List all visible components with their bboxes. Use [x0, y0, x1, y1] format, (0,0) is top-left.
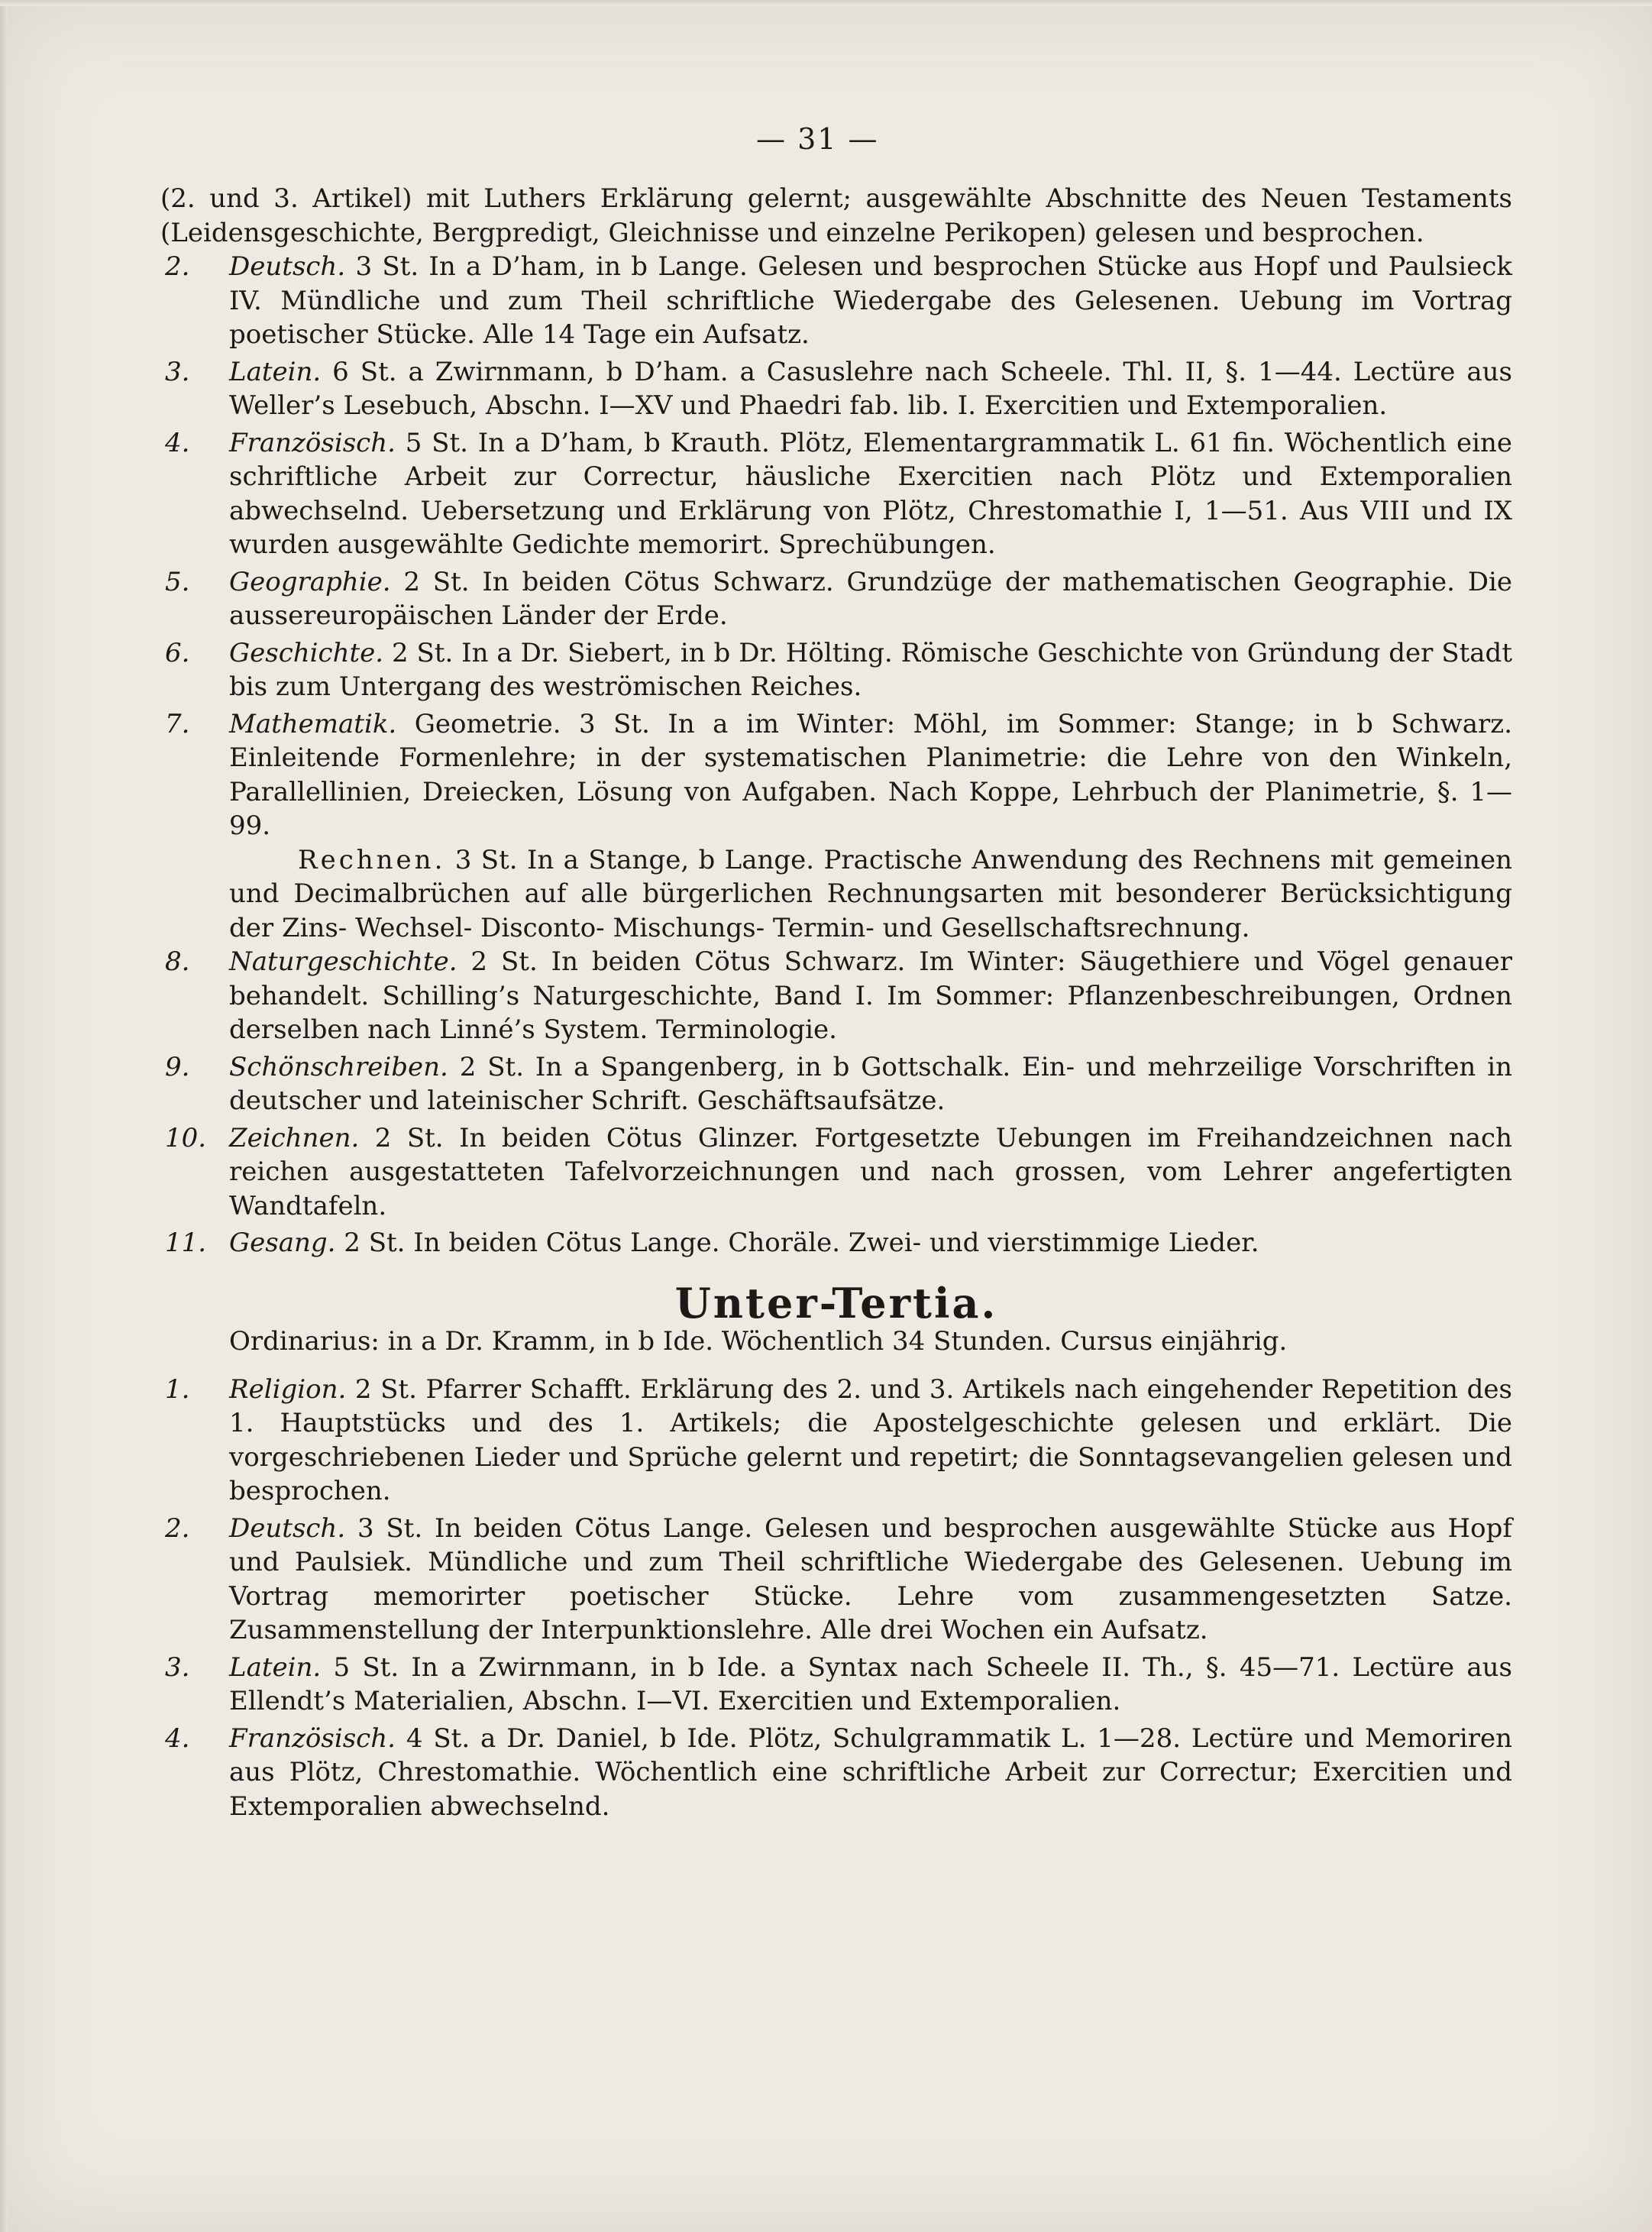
subject-entry-gesang: [160, 1226, 1512, 1260]
entry-number: 11.: [165, 1228, 207, 1258]
entry-subject: Französisch.: [229, 427, 396, 458]
subject-entry-religion: [160, 1373, 1512, 1509]
subject-entry-deutsch: [160, 250, 1512, 352]
section-heading-unter-tertia: Unter-Tertia.: [674, 1278, 998, 1328]
entry-text: 2 St. In beiden Cötus Schwarz. Grundzüge der mathematischen Geographie. Die aussereuropäischen Länder der Erde.: [229, 566, 1512, 631]
entry-text: 5 St. In a Zwirnmann, in b Ide. a Syntax nach Scheele II. Th., §. 45—71. Lectüre aus Ellendt’s Materialien, Abschn. I—VI. Exercitien und Extemporalien.: [229, 1651, 1512, 1716]
entry-number: 3.: [165, 1651, 190, 1683]
section-unter-tertia-list: [160, 1373, 1512, 1824]
subject-entry-deutsch: [160, 1512, 1512, 1648]
entry-text: 2 St. In beiden Cötus Glinzer. Fortgesetzte Uebungen im Freihandzeichnen nach reichen ausgestatteten Tafelvorzeichnungen und nach grossen, vom Lehrer angefertigten Wandtafeln.: [229, 1122, 1512, 1221]
page-number: — 31 —: [756, 122, 879, 156]
section-ober-tertia-list: [160, 250, 1512, 1260]
subject-entry-schoenschreiben: [160, 1050, 1512, 1118]
entry-text: 3 St. In beiden Cötus Lange. Gelesen und besprochen ausgewählte Stücke aus Hopf und Paulsiek. Mündliche und zum Theil schriftliche Wiedergabe des Gelesenen. Uebung im Vortrag memorirter poetischer Stücke. Lehre vom zusammengesetzten Satze. Zusammenstellung der Interpunktionslehre. Alle drei Wochen ein Aufsatz.: [229, 1512, 1512, 1645]
subject-entry-zeichnen: [160, 1121, 1512, 1224]
ordinarius-line: Ordinarius: in a Dr. Kramm, in b Ide. Wöchentlich 34 Stunden. Cursus einjährig.: [229, 1326, 1288, 1357]
entry-text: 3 St. In a D’ham, in b Lange. Gelesen und besprochen Stücke aus Hopf und Paulsieck IV. Mündliche und zum Theil schriftliche Wiedergabe des Gelesenen. Uebung im Vortrag poetischer Stücke. Alle 14 Tage ein Aufsatz.: [229, 251, 1512, 350]
entry-text: 5 St. In a D’ham, b Krauth. Plötz, Elementargrammatik L. 61 fin. Wöchentlich eine schriftliche Arbeit zur Correctur, häusliche Exercitien nach Plötz und Extemporalien abwechselnd. Uebersetzung und Erklärung von Plötz, Chrestomathie I, 1—51. Aus VIII und IX wurden ausgewählte Gedichte memorirt. Sprechübungen.: [229, 427, 1512, 560]
entry-number: 6.: [165, 637, 190, 668]
entry-number: 4.: [165, 427, 190, 458]
entry-subject: Geschichte.: [229, 637, 384, 668]
entry-subject: Naturgeschichte.: [229, 946, 457, 977]
entry-subject: Französisch.: [229, 1723, 396, 1754]
subject-entry-franzoesisch: [160, 1722, 1512, 1824]
entry-number: 8.: [165, 946, 190, 977]
subject-entry-naturgeschichte: [160, 945, 1512, 1047]
entry-subject: Deutsch.: [229, 251, 346, 282]
entry-number: 1.: [165, 1373, 190, 1405]
entry-number: 2.: [165, 251, 190, 282]
entry-text: 4 St. a Dr. Daniel, b Ide. Plötz, Schulgrammatik L. 1—28. Lectüre und Memoriren aus Plötz, Chrestomathie. Wöchentlich eine schriftliche Arbeit zur Correctur; Exercitien und Extemporalien abwechselnd.: [229, 1723, 1512, 1822]
entry-subject: Schönschreiben.: [229, 1051, 448, 1082]
page-edge-shadow-left: [0, 0, 8, 2232]
page-edge-shadow-top: [0, 0, 1652, 6]
entry-number: 7.: [165, 708, 190, 739]
entry-subject: Religion.: [229, 1373, 347, 1405]
entry-text: 3 St. In a Stange, b Lange. Practische Anwendung des Rechnens mit gemeinen und Decimalbrüchen auf alle bürgerlichen Rechnungsarten mit besonderer Berücksichtigung der Zins- Wechsel- Disconto- Mischungs- Termin- und Gesellschaftsrechnung.: [229, 844, 1512, 943]
subject-entry-mathematik: [160, 707, 1512, 843]
entry-number: 3.: [165, 356, 190, 387]
entry-number: 10.: [165, 1122, 207, 1153]
subject-entry-rechnen: [160, 843, 1512, 946]
entry-text: 2 St. In beiden Cötus Schwarz. Im Winter: Säugethiere und Vögel genauer behandelt. Schilling’s Naturgeschichte, Band I. Im Sommer: Pflanzenbeschreibungen, Ordnen derselben nach Linné’s System. Terminologie.: [229, 946, 1512, 1045]
subject-entry-geographie: [160, 565, 1512, 633]
entry-subject: Latein.: [229, 356, 322, 387]
entry-text: 2 St. In a Dr. Siebert, in b Dr. Hölting. Römische Geschichte von Gründung der Stadt bis zum Untergang des weströmischen Reiches.: [229, 637, 1512, 702]
entry-text: Geometrie. 3 St. In a im Winter: Möhl, im Sommer: Stange; in b Schwarz. Einleitende Formenlehre; in der systematischen Planimetrie: die Lehre von den Winkeln, Parallellinien, Dreiecken, Lösung von Aufgaben. Nach Koppe, Lehrbuch der Planimetrie, §. 1—99.: [229, 708, 1512, 841]
subject-entry-latein: [160, 355, 1512, 423]
page-body: [160, 182, 1512, 1823]
entry-text: 6 St. a Zwirnmann, b D’ham. a Casuslehre nach Scheele. Thl. II, §. 1—44. Lectüre aus Weller’s Lesebuch, Abschn. I—XV und Phaedri fab. lib. I. Exercitien und Extemporalien.: [229, 356, 1512, 421]
entry-subject: Geographie.: [229, 566, 391, 597]
subject-entry-franzoesisch: [160, 426, 1512, 562]
entry-subject: Mathematik.: [229, 708, 397, 739]
entry-text: 2 St. Pfarrer Schafft. Erklärung des 2. und 3. Artikels nach eingehender Repetition des 1. Hauptstücks und des 1. Artikels; die Apostelgeschichte gelesen und erklärt. Die vorgeschriebenen Lieder und Sprüche gelernt und repetirt; die Sonntagsevangelien gelesen und besprochen.: [229, 1373, 1512, 1506]
entry-subject: Zeichnen.: [229, 1122, 360, 1153]
continuation-paragraph: (2. und 3. Artikel) mit Luthers Erklärung gelernt; ausgewählte Abschnitte des Neuen Testaments (Leidensgeschichte, Bergpredigt, Gleichnisse und einzelne Perikopen) gelesen und besprochen.: [160, 183, 1512, 248]
entry-subject: Deutsch.: [229, 1512, 346, 1544]
entry-number: 9.: [165, 1051, 190, 1082]
entry-text: 2 St. In a Spangenberg, in b Gottschalk. Ein- und mehrzeilige Vorschriften in deutscher und lateinischer Schrift. Geschäftsaufsätze.: [229, 1051, 1512, 1116]
entry-subject: Latein.: [229, 1651, 322, 1683]
subject-entry-latein: [160, 1651, 1512, 1719]
entry-subject: Gesang.: [229, 1228, 336, 1258]
entry-number: 2.: [165, 1512, 190, 1544]
subject-entry-geschichte: [160, 636, 1512, 704]
entry-number: 4.: [165, 1723, 190, 1754]
entry-subject: Rechnen.: [298, 844, 446, 875]
entry-text: 2 St. In beiden Cötus Lange. Choräle. Zwei- und vierstimmige Lieder.: [335, 1228, 1259, 1258]
entry-number: 5.: [165, 566, 190, 597]
